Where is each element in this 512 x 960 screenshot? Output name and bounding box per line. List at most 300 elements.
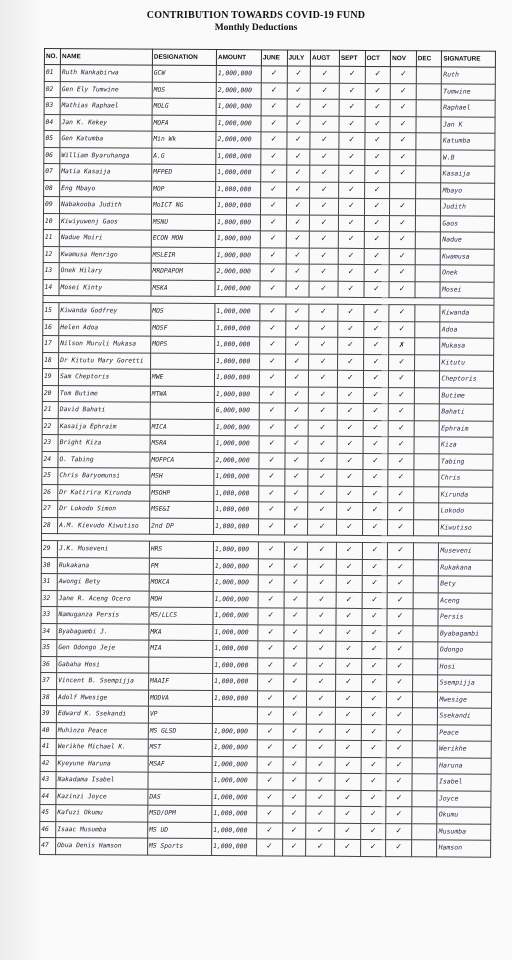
tick-oct: ✓ — [362, 608, 388, 625]
row-name: Jane R. Aceng Ocero — [57, 590, 149, 607]
tick-oct: ✓ — [363, 304, 389, 321]
tick-june: ✓ — [259, 469, 285, 486]
tick-nov — [390, 182, 416, 199]
tick-july: ✓ — [284, 575, 308, 592]
tick-june: ✓ — [257, 806, 283, 823]
tick-oct: ✓ — [364, 215, 390, 232]
row-number: 25 — [42, 467, 58, 484]
tick-sept: ✓ — [337, 453, 363, 470]
tick-nov: ✓ — [388, 519, 414, 536]
tick-june: ✓ — [257, 740, 283, 757]
row-number: 06 — [44, 147, 60, 164]
document-title: CONTRIBUTION TOWARDS COVID-19 FUND — [146, 10, 366, 21]
row-number: 32 — [41, 590, 57, 607]
row-designation — [150, 402, 214, 419]
row-designation: MS GLSD — [148, 723, 212, 740]
row-number: 31 — [41, 573, 57, 590]
tick-augt: ✓ — [307, 691, 336, 708]
row-signature: Museveni — [439, 543, 493, 560]
row-signature: Onek — [441, 265, 495, 282]
tick-oct: ✓ — [364, 231, 390, 248]
row-name: Adolf Mwesige — [56, 689, 148, 706]
row-number: 01 — [44, 65, 60, 82]
tick-sept: ✓ — [335, 674, 361, 691]
row-designation: DAS — [148, 789, 212, 806]
tick-nov: ✓ — [390, 133, 416, 150]
tick-sept: ✓ — [335, 724, 361, 741]
tick-sept: ✓ — [338, 198, 364, 215]
tick-june: ✓ — [261, 82, 287, 99]
tick-june: ✓ — [258, 641, 284, 658]
tick-nov: ✓ — [390, 166, 416, 183]
row-designation: MSRA — [150, 435, 214, 452]
header-june: JUNE — [261, 50, 287, 66]
row-name: Namuganza Persis — [57, 607, 149, 624]
row-signature: Aceng — [439, 592, 493, 609]
row-name: Gabaha Hosi — [57, 656, 149, 673]
row-name: A.M. Kievudo Kiwutiso — [58, 517, 150, 534]
tick-oct: ✓ — [363, 370, 389, 387]
row-signature: Rukakana — [439, 559, 493, 576]
tick-nov: ✓ — [389, 321, 415, 338]
tick-nov: ✓ — [387, 708, 413, 725]
row-name: Kafuzi Okumu — [56, 805, 148, 822]
tick-augt: ✓ — [306, 790, 335, 807]
tick-nov: ✓ — [388, 437, 414, 454]
tick-augt: ✓ — [309, 215, 338, 232]
row-designation: MOPS — [151, 336, 215, 353]
row-designation: MSAF — [148, 756, 212, 773]
row-number: 17 — [43, 335, 59, 352]
row-amount: 1,000,000 — [213, 591, 258, 608]
tick-july: ✓ — [286, 264, 310, 281]
row-signature: Ephraim — [440, 420, 494, 437]
tick-nov: ✓ — [389, 232, 415, 249]
tick-nov: ✓ — [389, 387, 415, 404]
tick-june: ✓ — [260, 214, 286, 231]
row-number: 41 — [40, 738, 56, 755]
row-signature: Haruna — [438, 757, 492, 774]
tick-july: ✓ — [285, 353, 309, 370]
tick-oct: ✓ — [365, 83, 391, 100]
row-signature: Chris — [439, 470, 493, 487]
tick-augt: ✓ — [307, 608, 336, 625]
row-signature: Isabel — [437, 774, 491, 791]
row-signature: Katumba — [441, 133, 495, 150]
tick-june: ✓ — [261, 99, 287, 116]
tick-june: ✓ — [260, 231, 286, 248]
row-designation: Min Wk — [152, 131, 216, 148]
tick-july: ✓ — [285, 419, 309, 436]
row-designation: MS/LLCS — [149, 607, 213, 624]
tick-nov: ✓ — [388, 503, 414, 520]
row-name: Eng Mbayo — [60, 180, 152, 197]
tick-dec — [411, 840, 437, 857]
tick-july: ✓ — [283, 674, 307, 691]
tick-augt: ✓ — [306, 823, 335, 840]
tick-july: ✓ — [283, 773, 307, 790]
row-designation: MAAIF — [149, 673, 213, 690]
row-name: Rukakana — [57, 557, 149, 574]
tick-augt: ✓ — [308, 486, 337, 503]
tick-nov: ✓ — [387, 559, 413, 576]
row-signature: Tabing — [439, 453, 493, 470]
row-signature: Kwamusa — [441, 248, 495, 265]
tick-nov: ✓ — [388, 470, 414, 487]
tick-augt: ✓ — [309, 337, 338, 354]
row-number: 12 — [43, 246, 59, 263]
tick-july: ✓ — [286, 198, 310, 215]
row-signature: Butime — [440, 387, 494, 404]
tick-june: ✓ — [259, 452, 285, 469]
row-designation: MS UD — [148, 822, 212, 839]
row-number: 15 — [43, 302, 59, 319]
tick-june: ✓ — [261, 115, 287, 132]
tick-dec — [413, 559, 439, 576]
tick-augt: ✓ — [310, 83, 339, 100]
tick-nov: ✓ — [387, 609, 413, 626]
row-designation: MOKCA — [149, 574, 213, 591]
header-no: NO. — [44, 49, 60, 65]
row-number: 13 — [43, 262, 59, 279]
row-signature: Kiwanda — [440, 305, 494, 322]
row-number: 45 — [40, 804, 56, 821]
tick-july: ✓ — [287, 99, 311, 116]
tick-augt: ✓ — [308, 502, 337, 519]
row-signature: Mukasa — [440, 338, 494, 355]
row-name: Chris Baryomunsi — [58, 468, 150, 485]
row-number: 19 — [42, 368, 58, 385]
tick-june: ✓ — [257, 723, 283, 740]
tick-nov: ✓ — [388, 486, 414, 503]
row-name: Mathias Raphael — [60, 98, 152, 115]
row-signature: Odongo — [438, 642, 492, 659]
row-amount: 1,000,000 — [212, 756, 257, 773]
tick-sept: ✓ — [339, 165, 365, 182]
tick-oct: ✓ — [360, 823, 386, 840]
tick-july: ✓ — [282, 806, 306, 823]
tick-june: ✓ — [260, 181, 286, 198]
tick-july: ✓ — [283, 756, 307, 773]
tick-augt: ✓ — [309, 231, 338, 248]
header-signature: SIGNATURE — [442, 51, 496, 67]
row-signature: Byabagambi — [438, 625, 492, 642]
tick-augt: ✓ — [310, 132, 339, 149]
tick-dec — [416, 83, 442, 100]
tick-augt: ✓ — [308, 519, 337, 536]
tick-dec — [415, 215, 441, 232]
header-name: NAME — [60, 49, 152, 66]
tick-sept: ✓ — [336, 519, 362, 536]
tick-oct: ✓ — [361, 707, 387, 724]
tick-dec — [416, 149, 442, 166]
tick-sept: ✓ — [337, 469, 363, 486]
tick-dec — [413, 543, 439, 560]
tick-dec — [412, 774, 438, 791]
row-amount: 1,000,000 — [214, 469, 259, 486]
tick-nov: ✓ — [386, 790, 412, 807]
row-number: 26 — [42, 484, 58, 501]
tick-june: ✓ — [260, 247, 286, 264]
tick-oct: ✓ — [365, 99, 391, 116]
tick-june: ✓ — [260, 337, 286, 354]
tick-dec — [415, 232, 441, 249]
row-signature: Bahati — [440, 404, 494, 421]
row-amount: 1,000,000 — [214, 518, 259, 535]
tick-july: ✓ — [283, 690, 307, 707]
tick-sept: ✓ — [337, 403, 363, 420]
row-amount: 1,000,000 — [214, 436, 259, 453]
row-number: 10 — [43, 213, 59, 230]
tick-sept: ✓ — [337, 354, 363, 371]
tick-augt: ✓ — [308, 436, 337, 453]
tick-july: ✓ — [282, 822, 306, 839]
tick-june: ✓ — [257, 707, 283, 724]
row-designation: MWE — [150, 369, 214, 386]
row-signature: Werikhe — [438, 741, 492, 758]
tick-dec — [414, 453, 440, 470]
tick-june: ✓ — [257, 789, 283, 806]
row-number: 29 — [41, 540, 57, 557]
row-amount: 1,000,000 — [214, 502, 259, 519]
tick-june: ✓ — [259, 436, 285, 453]
row-amount — [212, 707, 257, 724]
tick-july: ✓ — [285, 386, 309, 403]
row-designation: MFPED — [152, 164, 216, 181]
tick-july: ✓ — [286, 280, 310, 297]
tick-sept: ✓ — [338, 321, 364, 338]
row-number: 16 — [43, 319, 59, 336]
row-number: 08 — [44, 180, 60, 197]
tick-sept: ✓ — [337, 486, 363, 503]
row-amount: 1,000,000 — [216, 99, 261, 116]
row-designation: MST — [148, 739, 212, 756]
tick-dec — [412, 691, 438, 708]
row-amount: 1,000,000 — [212, 789, 257, 806]
row-number: 42 — [40, 755, 56, 772]
tick-nov: ✓ — [387, 658, 413, 675]
row-amount: 1,000,000 — [212, 740, 257, 757]
row-designation: VP — [148, 706, 212, 723]
row-designation: MIA — [149, 640, 213, 657]
tick-oct: ✓ — [361, 740, 387, 757]
row-signature: Mbayo — [441, 182, 495, 199]
tick-july: ✓ — [283, 641, 307, 658]
tick-june: ✓ — [258, 518, 284, 535]
tick-july: ✓ — [284, 485, 308, 502]
row-amount: 2,000,000 — [215, 264, 260, 281]
tick-augt: ✓ — [310, 149, 339, 166]
tick-june: ✓ — [257, 690, 283, 707]
row-signature: Kasaija — [441, 166, 495, 183]
tick-augt: ✓ — [307, 674, 336, 691]
tick-sept: ✓ — [335, 806, 361, 823]
row-number: 43 — [40, 771, 56, 788]
row-amount: 1,000,000 — [213, 674, 258, 691]
row-number: 14 — [43, 279, 59, 296]
tick-july: ✓ — [287, 66, 311, 83]
tick-nov: ✗ — [389, 338, 415, 355]
tick-oct: ✓ — [361, 674, 387, 691]
tick-june: ✓ — [256, 839, 282, 856]
tick-oct: ✓ — [362, 575, 388, 592]
row-designation: ECON MON — [151, 230, 215, 247]
row-designation: GCW — [152, 65, 216, 82]
row-name: Nakadama Isabel — [56, 772, 148, 789]
row-number: 40 — [40, 722, 56, 739]
row-name: Byabagambi J. — [57, 623, 149, 640]
tick-oct: ✓ — [361, 658, 387, 675]
row-name: Kyeyune Haruna — [56, 755, 148, 772]
tick-augt: ✓ — [309, 281, 338, 298]
tick-sept: ✓ — [336, 625, 362, 642]
row-signature: W.B — [441, 149, 495, 166]
tick-dec — [413, 519, 439, 536]
row-designation — [149, 657, 213, 674]
tick-sept: ✓ — [335, 757, 361, 774]
tick-nov: ✓ — [386, 757, 412, 774]
row-number: 27 — [42, 500, 58, 517]
row-signature: Mwesige — [438, 691, 492, 708]
tick-nov: ✓ — [390, 116, 416, 133]
tick-sept: ✓ — [335, 740, 361, 757]
row-signature: Peace — [438, 724, 492, 741]
tick-oct: ✓ — [364, 248, 390, 265]
tick-july: ✓ — [287, 82, 311, 99]
row-designation: MOFPCA — [150, 452, 214, 469]
tick-augt: ✓ — [309, 264, 338, 281]
tick-july: ✓ — [285, 436, 309, 453]
tick-oct: ✓ — [362, 519, 388, 536]
tick-augt: ✓ — [308, 469, 337, 486]
tick-nov: ✓ — [390, 67, 416, 84]
tick-sept: ✓ — [338, 215, 364, 232]
row-amount: 2,000,000 — [214, 452, 259, 469]
row-number: 18 — [43, 352, 59, 369]
tick-oct: ✓ — [362, 542, 388, 559]
tick-dec — [416, 100, 442, 117]
tick-sept: ✓ — [335, 773, 361, 790]
row-name: Kazinzi Joyce — [56, 788, 148, 805]
row-name: Gen Katumba — [60, 131, 152, 148]
tick-nov: ✓ — [390, 100, 416, 117]
row-signature: Adoa — [440, 321, 494, 338]
row-signature: Judith — [441, 199, 495, 216]
row-designation: MoICT NG — [151, 197, 215, 214]
row-signature: Hamson — [437, 840, 491, 857]
tick-dec — [412, 708, 438, 725]
tick-augt: ✓ — [310, 66, 339, 83]
header-oct: OCT — [365, 50, 391, 66]
tick-dec — [412, 757, 438, 774]
tick-june: ✓ — [259, 403, 285, 420]
row-number: 09 — [43, 197, 59, 214]
tick-oct: ✓ — [360, 806, 386, 823]
tick-dec — [413, 503, 439, 520]
row-name: David Bahati — [58, 402, 150, 419]
row-signature: Ssempijja — [438, 675, 492, 692]
row-signature: Persis — [438, 609, 492, 626]
row-amount: 1,000,000 — [213, 608, 258, 625]
tick-june: ✓ — [257, 773, 283, 790]
tick-july: ✓ — [283, 740, 307, 757]
row-amount: 2,000,000 — [216, 82, 261, 99]
tick-july: ✓ — [286, 165, 310, 182]
row-amount: 1,000,000 — [215, 320, 260, 337]
tick-june: ✓ — [260, 320, 286, 337]
tick-dec — [413, 625, 439, 642]
tick-nov: ✓ — [390, 149, 416, 166]
tick-dec — [414, 371, 440, 388]
tick-oct: ✓ — [363, 436, 389, 453]
tick-july: ✓ — [284, 469, 308, 486]
tick-oct: ✓ — [363, 387, 389, 404]
tick-oct: ✓ — [361, 641, 387, 658]
tick-july: ✓ — [286, 181, 310, 198]
tick-oct: ✓ — [364, 264, 390, 281]
tick-dec — [413, 592, 439, 609]
tick-oct: ✓ — [362, 592, 388, 609]
tick-july: ✓ — [286, 132, 310, 149]
tick-june: ✓ — [259, 353, 285, 370]
row-number: 33 — [41, 606, 57, 623]
row-name: Tom Butime — [58, 385, 150, 402]
tick-augt: ✓ — [306, 724, 335, 741]
tick-oct: ✓ — [364, 281, 390, 298]
row-signature: Mosei — [440, 281, 494, 298]
tick-nov: ✓ — [387, 642, 413, 659]
tick-augt: ✓ — [307, 641, 336, 658]
row-amount: 1,000,000 — [213, 558, 258, 575]
tick-oct: ✓ — [360, 790, 386, 807]
tick-augt: ✓ — [308, 453, 337, 470]
tick-nov: ✓ — [386, 823, 412, 840]
tick-augt: ✓ — [309, 354, 338, 371]
tick-augt: ✓ — [309, 304, 338, 321]
tick-augt: ✓ — [307, 592, 336, 609]
row-amount: 1,000,000 — [214, 386, 259, 403]
row-amount: 1,000,000 — [215, 280, 260, 297]
tick-sept: ✓ — [337, 502, 363, 519]
tick-july: ✓ — [283, 723, 307, 740]
row-designation — [148, 772, 212, 789]
tick-dec — [412, 741, 438, 758]
row-name: Gen Odongo Jeje — [57, 640, 149, 657]
tick-dec — [413, 609, 439, 626]
row-designation: MSKA — [151, 280, 215, 297]
tick-june: ✓ — [258, 591, 284, 608]
header-amount: AMOUNT — [216, 50, 261, 66]
row-amount: 1,000,000 — [216, 66, 261, 83]
row-number: 03 — [44, 98, 60, 115]
tick-augt: ✓ — [307, 625, 336, 642]
row-amount: 1,000,000 — [213, 641, 258, 658]
tick-nov: ✓ — [387, 675, 413, 692]
tick-june: ✓ — [260, 198, 286, 215]
row-name: Kwamusa Henrigo — [59, 246, 151, 263]
tick-dec — [414, 404, 440, 421]
row-amount: 1,000,000 — [213, 575, 258, 592]
tick-july: ✓ — [285, 320, 309, 337]
row-designation: MOFA — [152, 115, 216, 132]
tick-june: ✓ — [259, 485, 285, 502]
tick-sept: ✓ — [338, 281, 364, 298]
tick-nov: ✓ — [389, 248, 415, 265]
tick-june: ✓ — [259, 386, 285, 403]
tick-sept: ✓ — [336, 592, 362, 609]
row-name: Isaac Musumba — [56, 821, 148, 838]
tick-nov: ✓ — [390, 83, 416, 100]
